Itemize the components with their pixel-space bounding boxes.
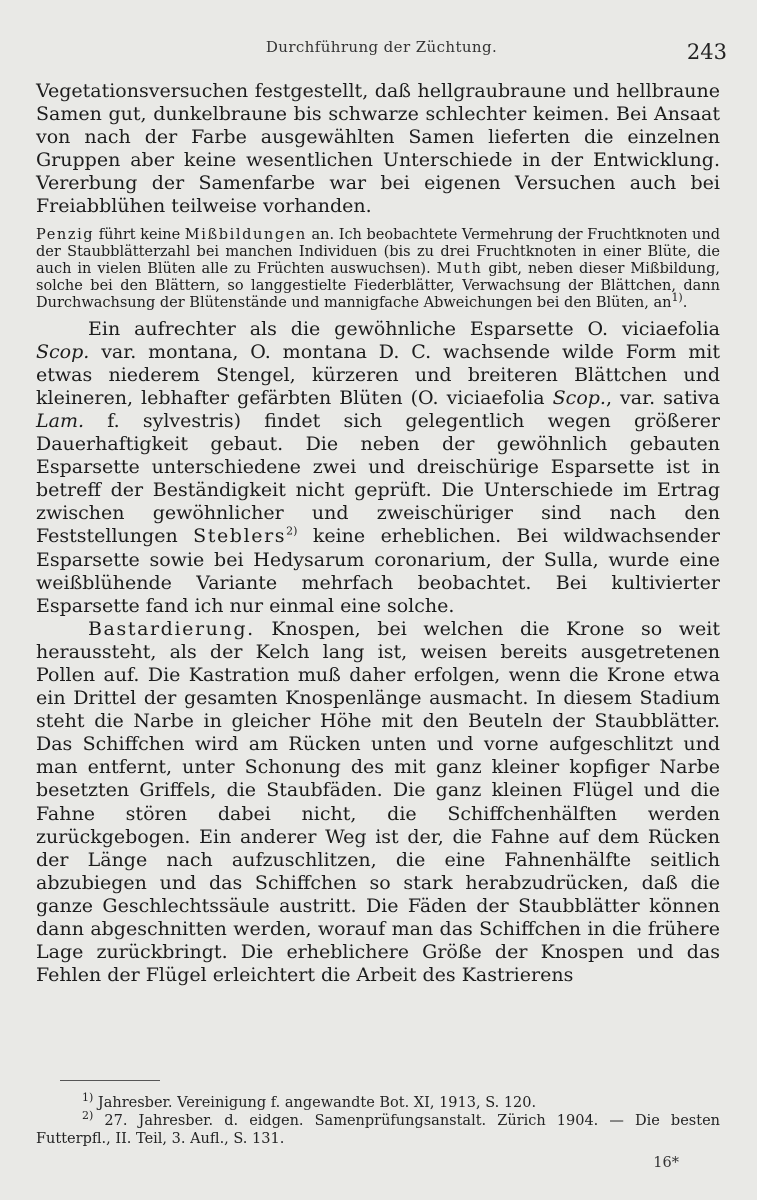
footnote-2-mark: 2) [82, 1109, 94, 1123]
page-number: 243 [686, 40, 727, 64]
author-lam: Lam. [36, 409, 85, 432]
forms-text-5: keine erheblichen. Bei wildwachsender Esparsette sowie bei Hedysarum coronarium, der Sulla, wurde eine weißblühende Variante mehrfach beobachtet. Bei kultivierter Esparsette fand ich nur einmal eine solche. [36, 525, 721, 617]
paragraph-malformations [36, 227, 720, 312]
malformations-text-2: an. Ich beobachtete Vermehrung der Fruchtknoten und der Staubblätterzahl bei manchen Individuen (bis zu drei Fruchtknoten in einer Blüte, die auch in vielen Blüten alle zu Früchten auswuchsen). [36, 226, 720, 277]
forms-text-1: Ein aufrechter als die gewöhnliche Esparsette O. viciaefolia [88, 317, 720, 340]
footnote-1 [36, 1091, 720, 1112]
footnote-ref-1: 1) [671, 290, 683, 304]
footnote-ref-2: 2) [286, 525, 298, 539]
author-scop-2: Scop. [552, 386, 606, 409]
author-penzig: Penzig [36, 226, 95, 243]
author-stebler: Steblers [193, 525, 287, 548]
author-muth: Muth [436, 260, 483, 277]
section-heading-bastardierung: Bastardierung. [88, 617, 255, 640]
paragraph-esparsette-forms [36, 318, 720, 618]
bastardierung-text: Knospen, bei welchen die Krone so weit heraussteht, als der Kelch lang ist, weisen bereits ausgetretenen Pollen auf. Die Kastration muß daher erfolgen, wenn die Krone etwa ein Drittel der gesamten Knospenlänge ausmacht. In diesem Stadium steht die Narbe in gleicher Höhe mit den Beuteln der Staubblätter. Das Schiffchen wird am Rücken unten und vorne aufgeschlitzt und man entfernt, unter Schonung des mit ganz kleiner kopfiger Narbe besetzten Griffels, die Staubfäden. Die ganz kleinen Flügel und die Fahne stören dabei nicht, die Schiffchenhälften werden zurückgebogen. Ein anderer Weg ist der, die Fahne auf dem Rücken der Länge nach aufzuschlitzen, die eine Fahnenhälfte seitlich abzubiegen und das Schiffchen so stark herabzudrücken, daß die ganze Geschlechtssäule austritt. Die Fäden der Staubblätter können dann abgeschnitten werden, worauf man das Schiffchen in die frühere Lage zurückbringt. Die erheblichere Größe der Knospen und das Fehlen der Flügel erleichtert die Arbeit des Kastrierens [36, 617, 720, 987]
footnote-2-text: 27. Jahresber. d. eidgen. Samenprüfungsanstalt. Zürich 1904. — Die besten Futterpfl., II. Teil, 3. Aufl., S. 131. [36, 1113, 720, 1147]
author-scop-1: Scop. [36, 340, 90, 363]
forms-text-2: var. montana, O. montana D. C. wachsende wilde Form mit etwas niederem Stengel, kürzeren und breiteren Blättchen und kleineren, lebhafter gefärbten Blüten (O. viciaefolia [36, 340, 720, 409]
forms-text-4: f. sylvestris) findet sich gelegentlich wegen größerer Dauerhaftigkeit gebaut. Die neben der gewöhnlich gebauten Esparsette unterschiedene zwei und dreischürige Esparsette ist in betreff der Beständigkeit nicht geprüft. Die Unterschiede im Ertrag zwischen gewöhnlicher und zweischüriger sind nach den Feststellungen [36, 409, 720, 548]
printer-signature: 16* [653, 1155, 679, 1171]
paragraph-seed-color: Vegetationsversuchen festgestellt, daß hellgraubraune und hellbraune Samen gut, dunkelbraune bis schwarze schlechter keimen. Bei Ansaat von nach der Farbe ausgewählten Samen lieferten die einzelnen Gruppen aber keine wesentlichen Unterschiede in der Entwicklung. Vererbung der Samenfarbe war bei eigenen Versuchen auch bei Freiabblühen teilweise vorhanden. [36, 80, 720, 218]
page-header [36, 34, 727, 68]
footnote-1-mark: 1) [82, 1091, 94, 1105]
malformations-text-1: führt keine [94, 226, 185, 243]
footnote-separator [60, 1080, 160, 1081]
footnote-1-text: Jahresber. Vereinigung f. angewandte Bot. XI, 1913, S. 120. [93, 1095, 537, 1111]
forms-text-3: , var. sativa [605, 386, 720, 409]
malformations-text-3: gibt, neben dieser Mißbildung, solche bei den Blättern, so langgestielte Fiederblätter, Verwachsung der Blättchen, dann Durchwachsung der Blütenstände und mannigfache Abweichungen bei den Blüten, an [36, 260, 720, 311]
footnotes [36, 1091, 720, 1148]
paragraph-bastardierung [36, 618, 720, 988]
body-text [36, 80, 720, 987]
term-missbildungen: Mißbildungen [184, 226, 307, 243]
footnote-2 [36, 1109, 720, 1148]
running-head: Durchführung der Züchtung. [265, 38, 498, 56]
malformations-end: . [682, 294, 688, 311]
